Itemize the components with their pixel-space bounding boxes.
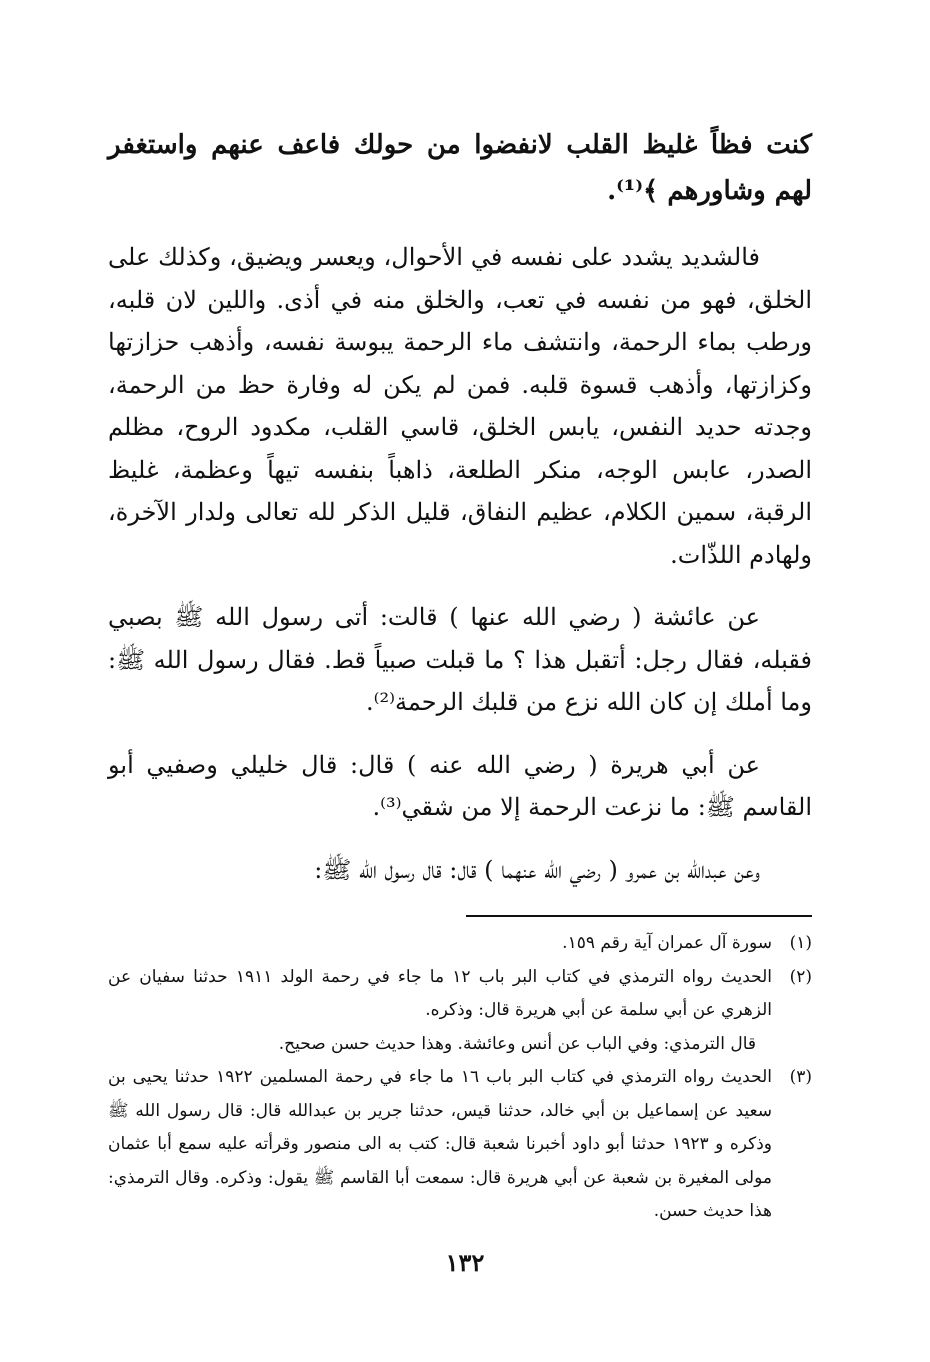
footnote-text: سورة آل عمران آية رقم ١٥٩. [562,933,772,953]
body-paragraph-1: فالشديد يشدد على نفسه في الأحوال، ويعسر ويضيق، وكذلك على الخلق، فهو من نفسه في تعب، والخلق منه في أذى. واللين لان قلبه، ورطب بماء الرحمة، وانتشف ماء الرحمة يبوسة نفسه، وأذهب حزازتها وكزازتها، وأذهب قسوة قلبه. فمن لم يكن له وفارة حظ من الرحمة، وجدته حديد النفس، يابس الخلق، قاسي القلب، مكدود الروح، مظلم الصدر، عابس الوجه، منكر الطلعة، ذاهباً بنفسه تيهاً وعظمة، غليظ الرقبة، سمين الكلام، عظيم النفاق، قليل الذكر لله تعالى ولدار الآخرة، ولهادم اللذّات. [108,243,812,569]
body-paragraph-3: عن أبي هريرة ( رضي الله عنه ) قال: قال خليلي وصفيي أبو القاسم ﷺ: ما نزعت الرحمة إلا من شقي⁽³⁾. [108,750,812,821]
quran-quote: كنت فظاً غليظ القلب لانفضوا من حولك فاعف عنهم واستغفر لهم وشاورهم ﴾⁽¹⁾. [108,130,812,206]
footnote-2-continuation: قال الترمذي: وفي الباب عن أنس وعائشة. وهذا حديث حسن صحيح. [278,1033,756,1054]
footnote-1 [108,927,812,961]
body-paragraph-2: عن عائشة ( رضي الله عنها ) قالت: أتى رسول الله ﷺ بصبي فقبله، فقال رجل: أتقبل هذا ؟ ما قبلت صبياً قط. فقال رسول الله ﷺ: وما أملك إن كان الله نزع من قلبك الرحمة⁽²⁾. [108,603,812,716]
footnote-2 [108,961,812,1028]
footnote-number: (٣) [789,1067,812,1087]
body-paragraph-4: وعن عبدالله بن عمرو ( رضي الله عنهما ) قال: قال رسول الله ﷺ: [314,855,760,884]
footnotes [108,927,812,1229]
page-number: ١٣٢ [445,1248,485,1277]
footnote-text: الحديث رواه الترمذي في كتاب البر باب ١٦ ما جاء في رحمة المسلمين ١٩٢٢ حدثنا يحيى بن سعيد عن إسماعيل بن أبي خالد، حدثنا قيس، حدثنا جرير بن عبدالله قال: قال رسول الله ﷺ وذكره و ١٩٢٣ حدثنا أبو داود أخبرنا شعبة قال: كتب به الى منصور وقرأته عليه سمع أبا عثمان مولى المغيرة بن شعبة عن أبي هريرة قال: سمعت أبا القاسم ﷺ يقول: وذكره. وقال الترمذي: هذا حديث حسن. [108,1067,772,1221]
footnote-3 [108,1061,812,1229]
footnote-text: الحديث رواه الترمذي في كتاب البر باب ١٢ ما جاء في رحمة الولد ١٩١١ حدثنا سفيان عن الزهري عن أبي سلمة عن أبي هريرة قال: وذكره. [108,966,772,1020]
footnote-number: (١) [789,933,812,953]
footnote-divider [466,915,812,917]
footnote-number: (٢) [789,966,812,987]
